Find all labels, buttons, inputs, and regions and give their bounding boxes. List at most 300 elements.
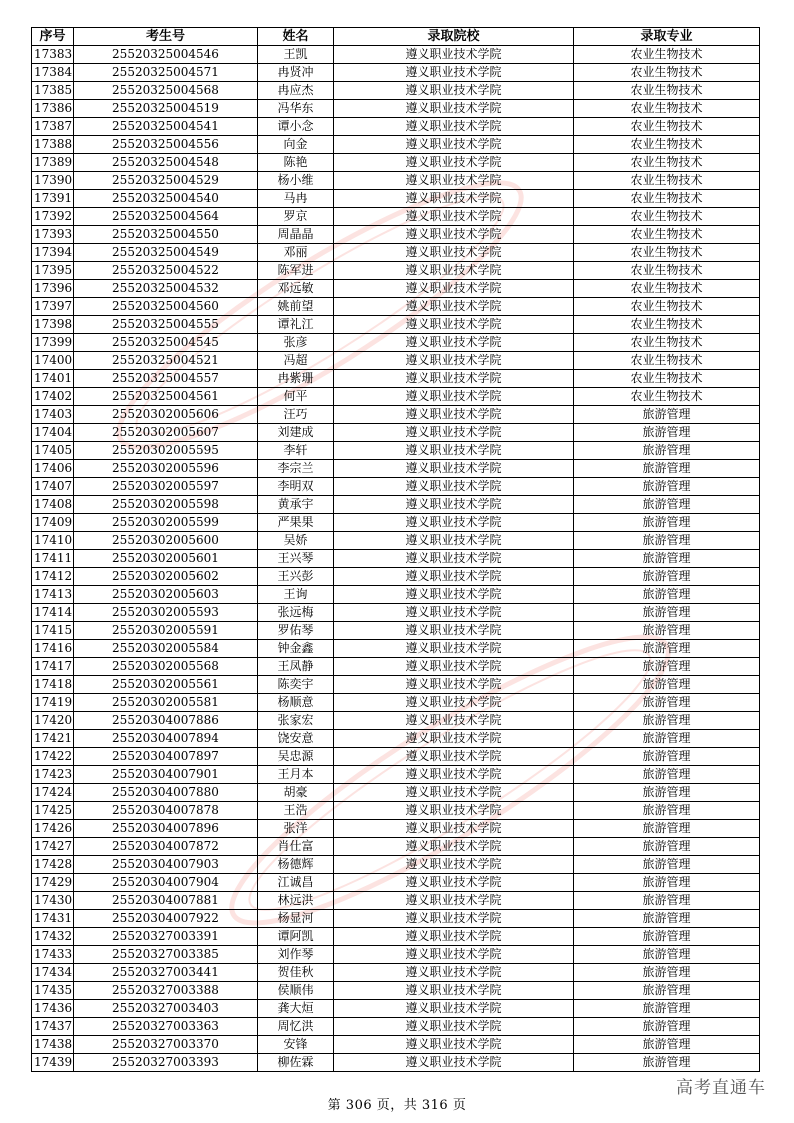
cell-college: 遵义职业技术学院 — [334, 406, 574, 424]
cell-major: 旅游管理 — [574, 622, 760, 640]
table-row — [32, 676, 760, 694]
cell-college: 遵义职业技术学院 — [334, 154, 574, 172]
cell-name: 吴娇 — [258, 532, 334, 550]
table-row — [32, 100, 760, 118]
table-row — [32, 640, 760, 658]
cell-major: 农业生物技术 — [574, 46, 760, 64]
cell-major: 农业生物技术 — [574, 352, 760, 370]
cell-exam-id: 25520304007897 — [74, 748, 258, 766]
cell-college: 遵义职业技术学院 — [334, 586, 574, 604]
cell-name: 王月本 — [258, 766, 334, 784]
table-row — [32, 712, 760, 730]
cell-major: 旅游管理 — [574, 820, 760, 838]
table-row — [32, 982, 760, 1000]
cell-seq: 17416 — [32, 640, 74, 658]
cell-name: 李轩 — [258, 442, 334, 460]
cell-exam-id: 25520302005568 — [74, 658, 258, 676]
cell-name: 林远洪 — [258, 892, 334, 910]
cell-exam-id: 25520327003363 — [74, 1018, 258, 1036]
cell-seq: 17435 — [32, 982, 74, 1000]
cell-college: 遵义职业技术学院 — [334, 316, 574, 334]
cell-college: 遵义职业技术学院 — [334, 280, 574, 298]
cell-college: 遵义职业技术学院 — [334, 172, 574, 190]
cell-major: 农业生物技术 — [574, 154, 760, 172]
cell-exam-id: 25520304007922 — [74, 910, 258, 928]
cell-seq: 17393 — [32, 226, 74, 244]
cell-major: 旅游管理 — [574, 1036, 760, 1054]
cell-exam-id: 25520302005591 — [74, 622, 258, 640]
cell-college: 遵义职业技术学院 — [334, 64, 574, 82]
cell-college: 遵义职业技术学院 — [334, 892, 574, 910]
cell-major: 旅游管理 — [574, 766, 760, 784]
cell-major: 农业生物技术 — [574, 208, 760, 226]
cell-seq: 17389 — [32, 154, 74, 172]
cell-name: 谭礼江 — [258, 316, 334, 334]
cell-exam-id: 25520302005598 — [74, 496, 258, 514]
table-row — [32, 370, 760, 388]
cell-college: 遵义职业技术学院 — [334, 838, 574, 856]
cell-exam-id: 25520325004560 — [74, 298, 258, 316]
table-row — [32, 460, 760, 478]
table-row — [32, 586, 760, 604]
brand-logo-text: 高考直通车 — [676, 1078, 766, 1098]
table-row — [32, 766, 760, 784]
cell-name: 何平 — [258, 388, 334, 406]
cell-name: 冯超 — [258, 352, 334, 370]
cell-name: 柳佐霖 — [258, 1054, 334, 1072]
cell-major: 旅游管理 — [574, 784, 760, 802]
table-row — [32, 694, 760, 712]
cell-major: 旅游管理 — [574, 496, 760, 514]
cell-college: 遵义职业技术学院 — [334, 226, 574, 244]
cell-college: 遵义职业技术学院 — [334, 388, 574, 406]
cell-seq: 17386 — [32, 100, 74, 118]
cell-major: 旅游管理 — [574, 478, 760, 496]
cell-college: 遵义职业技术学院 — [334, 478, 574, 496]
table-row — [32, 118, 760, 136]
table-row — [32, 1036, 760, 1054]
cell-name: 邓丽 — [258, 244, 334, 262]
table-row — [32, 262, 760, 280]
cell-exam-id: 25520304007896 — [74, 820, 258, 838]
cell-major: 旅游管理 — [574, 1000, 760, 1018]
table-row — [32, 658, 760, 676]
cell-exam-id: 25520325004568 — [74, 82, 258, 100]
cell-college: 遵义职业技术学院 — [334, 262, 574, 280]
cell-major: 旅游管理 — [574, 640, 760, 658]
cell-college: 遵义职业技术学院 — [334, 352, 574, 370]
cell-seq: 17410 — [32, 532, 74, 550]
cell-seq: 17391 — [32, 190, 74, 208]
cell-college: 遵义职业技术学院 — [334, 1000, 574, 1018]
cell-exam-id: 25520302005596 — [74, 460, 258, 478]
cell-seq: 17415 — [32, 622, 74, 640]
cell-seq: 17436 — [32, 1000, 74, 1018]
table-row — [32, 172, 760, 190]
cell-college: 遵义职业技术学院 — [334, 532, 574, 550]
table-row — [32, 1054, 760, 1072]
cell-college: 遵义职业技术学院 — [334, 424, 574, 442]
cell-exam-id: 25520302005600 — [74, 532, 258, 550]
cell-college: 遵义职业技术学院 — [334, 694, 574, 712]
cell-college: 遵义职业技术学院 — [334, 820, 574, 838]
cell-exam-id: 25520302005595 — [74, 442, 258, 460]
table-row — [32, 568, 760, 586]
table-row — [32, 208, 760, 226]
cell-seq: 17413 — [32, 586, 74, 604]
cell-seq: 17418 — [32, 676, 74, 694]
cell-exam-id: 25520325004545 — [74, 334, 258, 352]
cell-seq: 17409 — [32, 514, 74, 532]
cell-seq: 17411 — [32, 550, 74, 568]
cell-college: 遵义职业技术学院 — [334, 460, 574, 478]
cell-seq: 17406 — [32, 460, 74, 478]
cell-seq: 17421 — [32, 730, 74, 748]
cell-exam-id: 25520304007903 — [74, 856, 258, 874]
cell-exam-id: 25520302005593 — [74, 604, 258, 622]
cell-major: 农业生物技术 — [574, 388, 760, 406]
cell-seq: 17396 — [32, 280, 74, 298]
cell-major: 旅游管理 — [574, 712, 760, 730]
table-row — [32, 604, 760, 622]
cell-college: 遵义职业技术学院 — [334, 208, 574, 226]
table-row — [32, 388, 760, 406]
column-header-seq: 序号 — [32, 28, 74, 46]
cell-major: 农业生物技术 — [574, 298, 760, 316]
cell-exam-id: 25520325004564 — [74, 208, 258, 226]
cell-name: 张彦 — [258, 334, 334, 352]
cell-major: 旅游管理 — [574, 586, 760, 604]
cell-exam-id: 25520304007894 — [74, 730, 258, 748]
cell-college: 遵义职业技术学院 — [334, 1036, 574, 1054]
cell-college: 遵义职业技术学院 — [334, 82, 574, 100]
cell-name: 刘作琴 — [258, 946, 334, 964]
cell-name: 周忆洪 — [258, 1018, 334, 1036]
cell-exam-id: 25520302005599 — [74, 514, 258, 532]
table-row — [32, 838, 760, 856]
cell-major: 农业生物技术 — [574, 370, 760, 388]
cell-seq: 17417 — [32, 658, 74, 676]
cell-name: 邓远敏 — [258, 280, 334, 298]
cell-name: 谭小念 — [258, 118, 334, 136]
cell-major: 旅游管理 — [574, 604, 760, 622]
cell-exam-id: 25520325004521 — [74, 352, 258, 370]
cell-exam-id: 25520302005581 — [74, 694, 258, 712]
cell-seq: 17404 — [32, 424, 74, 442]
cell-seq: 17430 — [32, 892, 74, 910]
table-row — [32, 856, 760, 874]
cell-exam-id: 25520304007901 — [74, 766, 258, 784]
cell-college: 遵义职业技术学院 — [334, 766, 574, 784]
cell-exam-id: 25520302005607 — [74, 424, 258, 442]
cell-exam-id: 25520325004540 — [74, 190, 258, 208]
cell-major: 旅游管理 — [574, 856, 760, 874]
cell-major: 农业生物技术 — [574, 262, 760, 280]
cell-seq: 17438 — [32, 1036, 74, 1054]
cell-college: 遵义职业技术学院 — [334, 640, 574, 658]
cell-seq: 17429 — [32, 874, 74, 892]
cell-exam-id: 25520304007904 — [74, 874, 258, 892]
cell-exam-id: 25520304007886 — [74, 712, 258, 730]
cell-name: 钟金鑫 — [258, 640, 334, 658]
cell-major: 农业生物技术 — [574, 64, 760, 82]
cell-name: 杨德辉 — [258, 856, 334, 874]
cell-major: 农业生物技术 — [574, 82, 760, 100]
cell-exam-id: 25520302005561 — [74, 676, 258, 694]
cell-major: 旅游管理 — [574, 910, 760, 928]
cell-college: 遵义职业技术学院 — [334, 100, 574, 118]
table-row — [32, 64, 760, 82]
cell-exam-id: 25520304007872 — [74, 838, 258, 856]
cell-college: 遵义职业技术学院 — [334, 874, 574, 892]
cell-exam-id: 25520325004546 — [74, 46, 258, 64]
cell-name: 向金 — [258, 136, 334, 154]
cell-college: 遵义职业技术学院 — [334, 190, 574, 208]
table-row — [32, 820, 760, 838]
cell-name: 肖仕富 — [258, 838, 334, 856]
cell-name: 黄承宇 — [258, 496, 334, 514]
cell-college: 遵义职业技术学院 — [334, 622, 574, 640]
cell-name: 李宗兰 — [258, 460, 334, 478]
cell-seq: 17385 — [32, 82, 74, 100]
table-row — [32, 874, 760, 892]
table-row — [32, 928, 760, 946]
cell-name: 饶安意 — [258, 730, 334, 748]
cell-college: 遵义职业技术学院 — [334, 982, 574, 1000]
cell-major: 旅游管理 — [574, 532, 760, 550]
cell-seq: 17401 — [32, 370, 74, 388]
cell-seq: 17428 — [32, 856, 74, 874]
cell-major: 旅游管理 — [574, 442, 760, 460]
cell-name: 吴忠源 — [258, 748, 334, 766]
table-row — [32, 730, 760, 748]
table-row — [32, 910, 760, 928]
cell-exam-id: 25520325004556 — [74, 136, 258, 154]
table-row — [32, 82, 760, 100]
cell-major: 旅游管理 — [574, 568, 760, 586]
cell-name: 王凯 — [258, 46, 334, 64]
cell-college: 遵义职业技术学院 — [334, 946, 574, 964]
cell-seq: 17397 — [32, 298, 74, 316]
cell-seq: 17390 — [32, 172, 74, 190]
cell-name: 陈军进 — [258, 262, 334, 280]
cell-seq: 17400 — [32, 352, 74, 370]
cell-seq: 17403 — [32, 406, 74, 424]
table-row — [32, 532, 760, 550]
cell-exam-id: 25520327003370 — [74, 1036, 258, 1054]
page-number: 第 306 页，共 316 页 — [327, 1098, 467, 1113]
cell-major: 农业生物技术 — [574, 172, 760, 190]
cell-name: 严果果 — [258, 514, 334, 532]
cell-name: 冯华东 — [258, 100, 334, 118]
table-row — [32, 352, 760, 370]
cell-exam-id: 25520302005603 — [74, 586, 258, 604]
cell-exam-id: 25520325004555 — [74, 316, 258, 334]
cell-exam-id: 25520302005584 — [74, 640, 258, 658]
cell-seq: 17405 — [32, 442, 74, 460]
table-row — [32, 226, 760, 244]
cell-exam-id: 25520304007880 — [74, 784, 258, 802]
cell-major: 旅游管理 — [574, 658, 760, 676]
table-row — [32, 1000, 760, 1018]
cell-exam-id: 25520327003441 — [74, 964, 258, 982]
cell-major: 旅游管理 — [574, 1054, 760, 1072]
cell-major: 旅游管理 — [574, 982, 760, 1000]
column-header-major: 录取专业 — [574, 28, 760, 46]
cell-name: 冉应杰 — [258, 82, 334, 100]
cell-exam-id: 25520325004522 — [74, 262, 258, 280]
cell-name: 李明双 — [258, 478, 334, 496]
cell-name: 安锋 — [258, 1036, 334, 1054]
cell-exam-id: 25520327003391 — [74, 928, 258, 946]
cell-exam-id: 25520304007881 — [74, 892, 258, 910]
table-row — [32, 46, 760, 64]
cell-major: 农业生物技术 — [574, 226, 760, 244]
cell-major: 旅游管理 — [574, 964, 760, 982]
cell-major: 旅游管理 — [574, 676, 760, 694]
cell-name: 冉贤冲 — [258, 64, 334, 82]
cell-college: 遵义职业技术学院 — [334, 118, 574, 136]
cell-college: 遵义职业技术学院 — [334, 1054, 574, 1072]
cell-college: 遵义职业技术学院 — [334, 856, 574, 874]
table-row — [32, 316, 760, 334]
cell-exam-id: 25520325004541 — [74, 118, 258, 136]
cell-seq: 17383 — [32, 46, 74, 64]
cell-major: 农业生物技术 — [574, 316, 760, 334]
table-row — [32, 442, 760, 460]
cell-college: 遵义职业技术学院 — [334, 550, 574, 568]
cell-seq: 17437 — [32, 1018, 74, 1036]
cell-exam-id: 25520325004549 — [74, 244, 258, 262]
cell-seq: 17388 — [32, 136, 74, 154]
table-row — [32, 190, 760, 208]
cell-major: 旅游管理 — [574, 514, 760, 532]
cell-major: 农业生物技术 — [574, 100, 760, 118]
table-row — [32, 280, 760, 298]
cell-exam-id: 25520327003393 — [74, 1054, 258, 1072]
table-row — [32, 406, 760, 424]
cell-name: 姚前望 — [258, 298, 334, 316]
cell-seq: 17399 — [32, 334, 74, 352]
cell-exam-id: 25520304007878 — [74, 802, 258, 820]
cell-name: 王兴彭 — [258, 568, 334, 586]
cell-seq: 17414 — [32, 604, 74, 622]
cell-name: 王兴琴 — [258, 550, 334, 568]
cell-college: 遵义职业技术学院 — [334, 964, 574, 982]
table-row — [32, 244, 760, 262]
cell-major: 农业生物技术 — [574, 190, 760, 208]
cell-seq: 17394 — [32, 244, 74, 262]
cell-seq: 17419 — [32, 694, 74, 712]
cell-name: 汪巧 — [258, 406, 334, 424]
cell-major: 旅游管理 — [574, 1018, 760, 1036]
cell-exam-id: 25520325004529 — [74, 172, 258, 190]
cell-major: 旅游管理 — [574, 406, 760, 424]
cell-college: 遵义职业技术学院 — [334, 712, 574, 730]
table-header-row — [32, 28, 760, 46]
cell-name: 罗京 — [258, 208, 334, 226]
cell-college: 遵义职业技术学院 — [334, 604, 574, 622]
cell-college: 遵义职业技术学院 — [334, 496, 574, 514]
table-row — [32, 550, 760, 568]
cell-seq: 17402 — [32, 388, 74, 406]
cell-college: 遵义职业技术学院 — [334, 514, 574, 532]
table-row — [32, 892, 760, 910]
table-row — [32, 154, 760, 172]
cell-seq: 17424 — [32, 784, 74, 802]
cell-seq: 17439 — [32, 1054, 74, 1072]
cell-college: 遵义职业技术学院 — [334, 136, 574, 154]
table-row — [32, 964, 760, 982]
cell-exam-id: 25520325004550 — [74, 226, 258, 244]
cell-major: 旅游管理 — [574, 748, 760, 766]
cell-major: 旅游管理 — [574, 946, 760, 964]
cell-seq: 17426 — [32, 820, 74, 838]
cell-exam-id: 25520327003385 — [74, 946, 258, 964]
table-row — [32, 622, 760, 640]
cell-seq: 17407 — [32, 478, 74, 496]
cell-college: 遵义职业技术学院 — [334, 298, 574, 316]
cell-name: 杨顺意 — [258, 694, 334, 712]
cell-name: 张家宏 — [258, 712, 334, 730]
cell-seq: 17398 — [32, 316, 74, 334]
cell-seq: 17431 — [32, 910, 74, 928]
cell-seq: 17412 — [32, 568, 74, 586]
column-header-exam-id: 考生号 — [74, 28, 258, 46]
cell-exam-id: 25520302005597 — [74, 478, 258, 496]
table-body — [32, 46, 760, 1072]
cell-major: 旅游管理 — [574, 424, 760, 442]
cell-exam-id: 25520302005601 — [74, 550, 258, 568]
table-row — [32, 496, 760, 514]
cell-seq: 17434 — [32, 964, 74, 982]
cell-name: 谭阿凯 — [258, 928, 334, 946]
cell-college: 遵义职业技术学院 — [334, 46, 574, 64]
cell-college: 遵义职业技术学院 — [334, 370, 574, 388]
table-row — [32, 514, 760, 532]
table-row — [32, 784, 760, 802]
column-header-college: 录取院校 — [334, 28, 574, 46]
cell-name: 江诚昌 — [258, 874, 334, 892]
cell-name: 王浩 — [258, 802, 334, 820]
cell-name: 张洋 — [258, 820, 334, 838]
admission-list — [31, 27, 759, 1072]
cell-exam-id: 25520325004548 — [74, 154, 258, 172]
cell-seq: 17392 — [32, 208, 74, 226]
cell-college: 遵义职业技术学院 — [334, 784, 574, 802]
cell-name: 陈艳 — [258, 154, 334, 172]
cell-college: 遵义职业技术学院 — [334, 676, 574, 694]
table-row — [32, 334, 760, 352]
cell-seq: 17387 — [32, 118, 74, 136]
cell-major: 农业生物技术 — [574, 118, 760, 136]
column-header-name: 姓名 — [258, 28, 334, 46]
admission-table — [31, 27, 760, 1072]
cell-college: 遵义职业技术学院 — [334, 748, 574, 766]
cell-name: 马冉 — [258, 190, 334, 208]
table-row — [32, 424, 760, 442]
cell-major: 旅游管理 — [574, 550, 760, 568]
cell-seq: 17384 — [32, 64, 74, 82]
cell-exam-id: 25520302005606 — [74, 406, 258, 424]
cell-exam-id: 25520325004571 — [74, 64, 258, 82]
cell-college: 遵义职业技术学院 — [334, 928, 574, 946]
cell-major: 农业生物技术 — [574, 136, 760, 154]
table-row — [32, 802, 760, 820]
cell-major: 旅游管理 — [574, 460, 760, 478]
cell-exam-id: 25520327003388 — [74, 982, 258, 1000]
cell-name: 王询 — [258, 586, 334, 604]
